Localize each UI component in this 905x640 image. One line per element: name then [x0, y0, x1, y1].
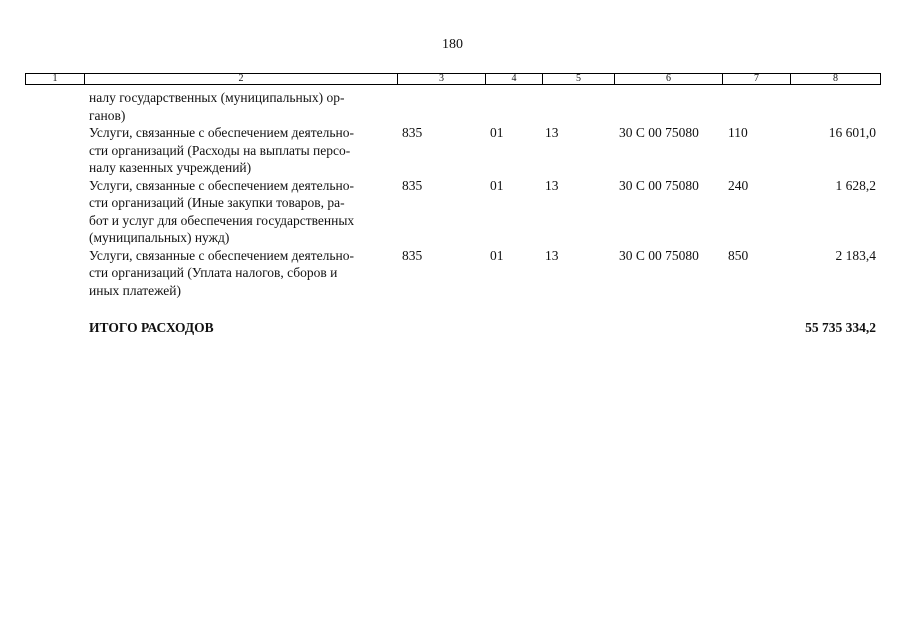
cell-expense-type: 110	[728, 125, 748, 140]
cell-ministry-code: 835	[402, 247, 423, 263]
description-line: Услуги, связанные с обеспечением деятельно-	[89, 125, 355, 140]
cell-target-article: 30 С 00 75080	[619, 177, 699, 193]
column-header-table	[25, 73, 881, 85]
cell-amount: 1 628,2	[835, 177, 876, 193]
column-header-4: 4	[486, 74, 543, 85]
cell-amount: 2 183,4	[835, 247, 876, 263]
cell-expense-type: 850	[728, 247, 749, 263]
column-header-5: 5	[543, 74, 615, 85]
cell-subsection: 13	[545, 247, 559, 263]
column-header-3: 3	[398, 74, 486, 85]
description-line: бот и услуг для обеспечения государственных	[89, 212, 355, 228]
cell-target-article: 30 С 00 75080	[619, 125, 699, 140]
column-header-8: 8	[791, 74, 881, 85]
total-value: 55 735 334,2	[805, 320, 876, 335]
description-line: сти организаций (Иные закупки товаров, ра-	[89, 195, 345, 210]
cell-target-article: 30 С 00 75080	[619, 247, 699, 263]
row-description	[89, 247, 399, 300]
column-header-1: 1	[26, 74, 85, 85]
total-label: ИТОГО РАСХОДОВ	[89, 320, 214, 335]
column-header-row	[26, 74, 881, 85]
cell-section: 01	[490, 177, 504, 193]
table-row	[25, 177, 880, 247]
description-line: иных платежей)	[89, 282, 182, 298]
description-line: сти организаций (Расходы на выплаты персо-	[89, 142, 351, 158]
description-line: ганов)	[89, 107, 126, 123]
cell-ministry-code: 835	[402, 177, 423, 193]
row-description	[89, 177, 399, 247]
cell-amount: 16 601,0	[828, 125, 876, 140]
table-body	[25, 89, 880, 339]
row-description	[89, 124, 399, 177]
cell-section: 01	[490, 125, 504, 140]
cell-ministry-code: 835	[402, 125, 423, 140]
row-description	[89, 89, 399, 124]
total-row	[25, 319, 880, 339]
column-header-2: 2	[85, 74, 398, 85]
table-row	[25, 89, 880, 124]
cell-subsection: 13	[545, 125, 559, 140]
description-line: Услуги, связанные с обеспечением деятельно-	[89, 177, 355, 193]
table-row	[25, 124, 880, 177]
description-line: сти организаций (Уплата налогов, сборов и	[89, 265, 338, 280]
cell-section: 01	[490, 247, 504, 263]
description-line: (муниципальных) нужд)	[89, 230, 230, 245]
description-line: налу государственных (муниципальных) ор-	[89, 90, 345, 105]
column-header-6: 6	[615, 74, 723, 85]
description-line: налу казенных учреждений)	[89, 160, 252, 175]
column-header-7: 7	[723, 74, 791, 85]
cell-subsection: 13	[545, 177, 559, 193]
table-row	[25, 247, 880, 300]
description-line: Услуги, связанные с обеспечением деятельно-	[89, 247, 355, 263]
page-number: 180	[442, 37, 463, 52]
cell-expense-type: 240	[728, 177, 749, 193]
